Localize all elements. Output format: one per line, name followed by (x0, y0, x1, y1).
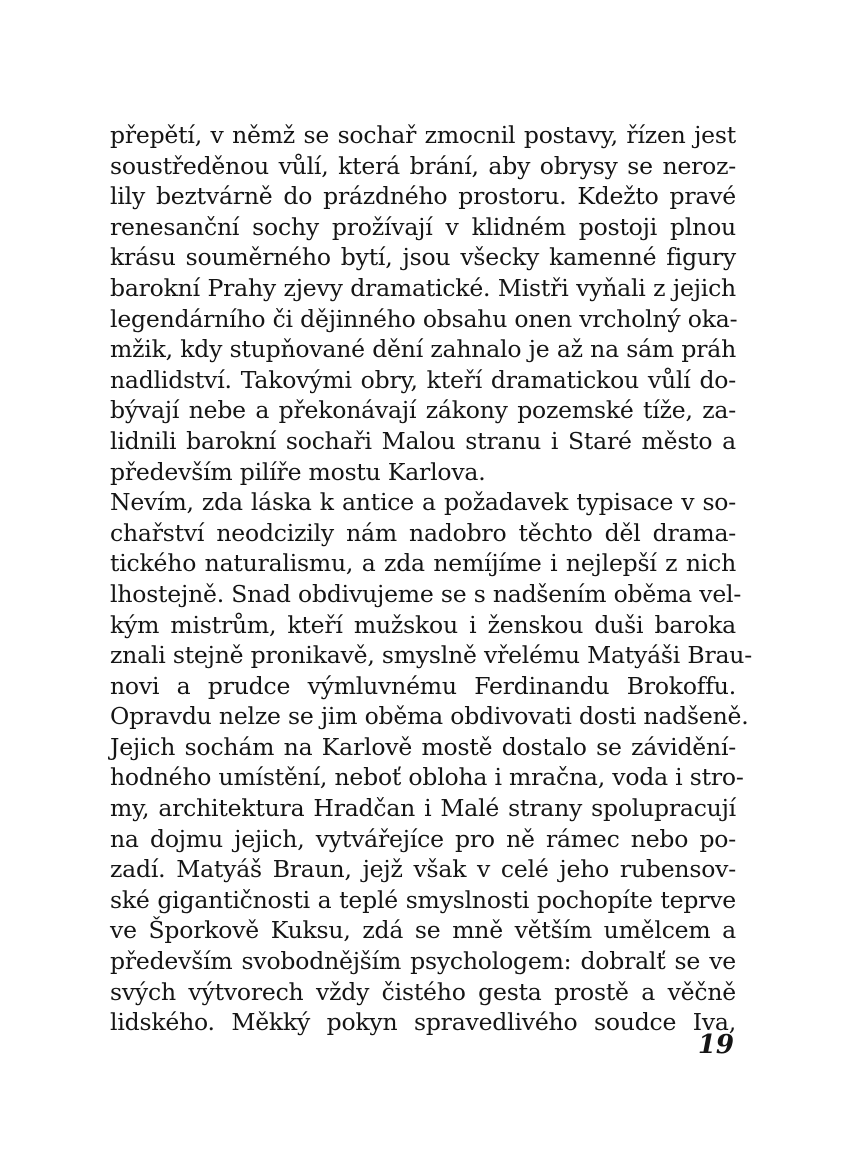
text-line: bývají nebe a překonávají zákony pozemské tíže, za- (110, 396, 736, 425)
text-line: lhostejně. Snad obdivujeme se s nadšením oběma vel- (110, 579, 742, 608)
text-line: hodného umístění, neboť obloha i mračna, voda i stro- (110, 763, 744, 792)
text-line: novi a prudce výmluvnému Ferdinandu Brokoffu. (110, 671, 736, 700)
text-line: lidnili barokní sochaři Malou stranu i Staré město a (110, 426, 736, 455)
text-line: nadlidství. Takovými obry, kteří dramatickou vůlí do- (110, 365, 736, 394)
text-line: Opravdu nelze se jim oběma obdivovati dosti nadšeně. (110, 702, 749, 731)
text-line: soustředěnou vůlí, která brání, aby obrysy se neroz- (110, 151, 736, 180)
text-line: Nevím, zda láska k antice a požadavek typisace v so- (110, 488, 736, 517)
text-line: my, architektura Hradčan i Malé strany spolupracují (110, 794, 736, 823)
text-line: zadí. Matyáš Braun, jejž však v celé jeho rubensov- (110, 855, 736, 884)
text-line: barokní Prahy zjevy dramatické. Mistři vyňali z jejich (110, 273, 736, 302)
text-line: především svobodnějším psychologem: dobralť se ve (110, 947, 736, 976)
body-text (110, 120, 752, 1038)
text-line: kým mistrům, kteří mužskou i ženskou duši baroka (110, 610, 736, 639)
text-line: lily beztvárně do prázdného prostoru. Kdežto pravé (110, 182, 736, 211)
text-line: na dojmu jejich, vytvářejíce pro ně rámec nebo po- (110, 824, 736, 853)
text-line: ské gigantičnosti a teplé smyslnosti pochopíte teprve (110, 885, 736, 914)
text-line: lidského. Měkký pokyn spravedlivého soudce Iva, (110, 1008, 736, 1037)
text-line: legendárního či dějinného obsahu onen vrcholný oka- (110, 304, 738, 333)
text-line: renesanční sochy prožívají v klidném postoji plnou (110, 212, 736, 241)
page-number: 19 (697, 1030, 734, 1060)
text-line: Jejich sochám na Karlově mostě dostalo se závidění- (110, 732, 736, 761)
text-line: přepětí, v němž se sochař zmocnil postavy, řízen jest (110, 121, 736, 149)
text-line: mžik, kdy stupňované dění zahnalo je až na sám práh (110, 335, 736, 364)
text-line: znali stejně pronikavě, smyslně vřelému Matyáši Brau- (110, 641, 752, 670)
text-line: krásu souměrného bytí, jsou všecky kamenné figury (110, 243, 736, 272)
text-line: svých výtvorech vždy čistého gesta prostě a věčně (110, 977, 736, 1006)
paragraph-end-line: především pilíře mostu Karlova. (110, 457, 486, 486)
text-line: chařství neodcizily nám nadobro těchto děl drama- (110, 518, 736, 547)
text-line: ve Šporkově Kuksu, zdá se mně větším umělcem a (110, 916, 736, 945)
text-line: tického naturalismu, a zda nemíjíme i nejlepší z nich (110, 549, 736, 578)
